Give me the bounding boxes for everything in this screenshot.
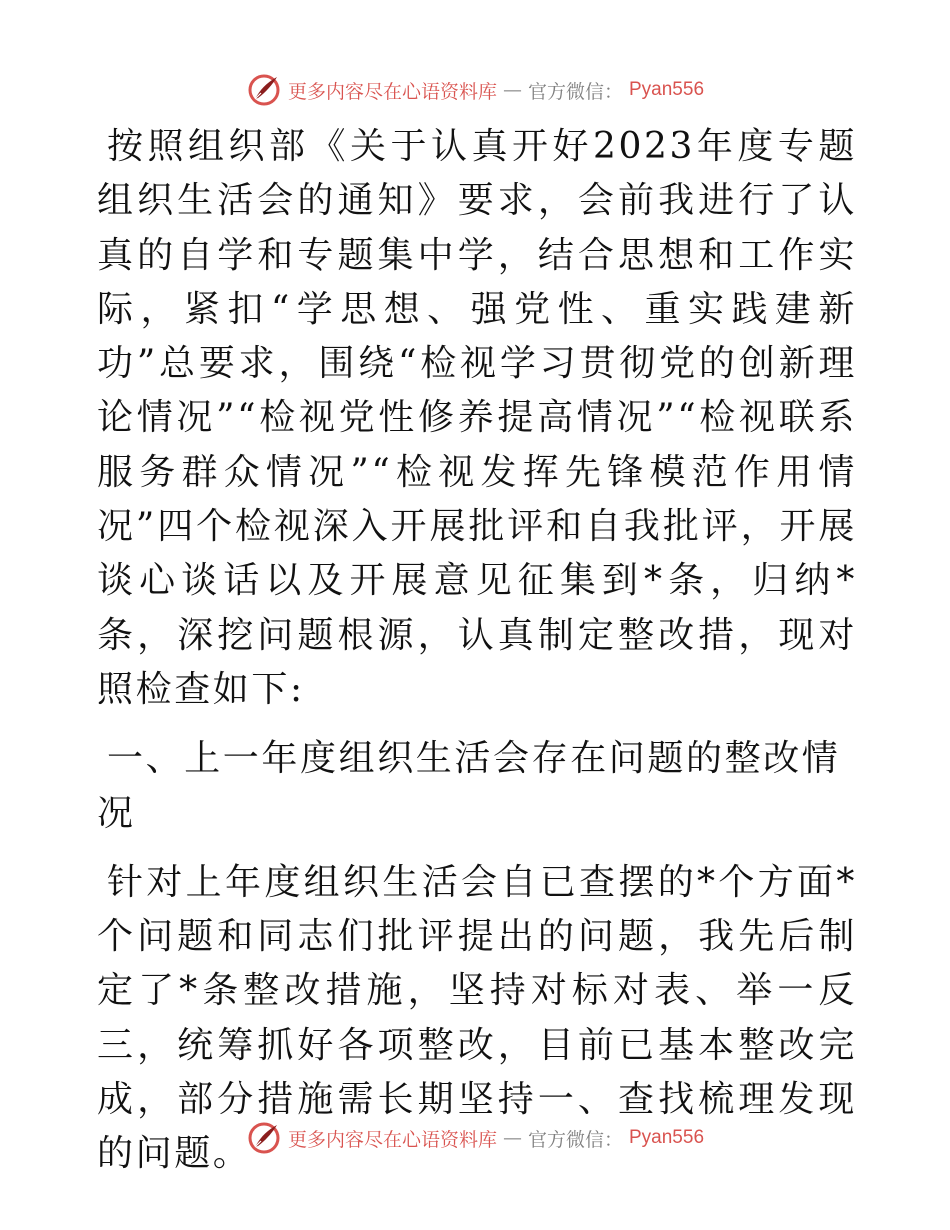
watermark-label: 官方微信： <box>527 1128 623 1151</box>
paragraph-intro: 按照组织部《关于认真开好2023年度专题组织生活会的通知》要求，会前我进行了认真的自学和专题集中学，结合思想和工作实际，紧扣“学思想、强党性、重实践建新功”总要求，围绕“检视学习贯彻党的创新理论情况”“检视党性修养提高情况”“检视联系服务群众情况”“检视发挥先锋模范作用情况”四个检视深入开展批评和自我批评，开展谈心谈话以及开展意见征集到*条，归纳*条，深挖问题根源，认真制定整改措，现对照检查如下: <box>97 126 857 710</box>
watermark-label: 官方微信： <box>527 80 623 103</box>
watermark-footer <box>0 1118 950 1158</box>
document-body <box>97 120 857 1182</box>
feather-pen-circle-icon <box>246 72 282 108</box>
watermark-separator: — <box>502 79 522 101</box>
section-heading: 一、上一年度组织生活会存在问题的整改情况 <box>97 738 841 834</box>
watermark-text: 更多内容尽在心语资料库 <box>287 1128 497 1151</box>
watermark-text: 更多内容尽在心语资料库 <box>287 80 497 103</box>
watermark-wechat-id: Pyan556 <box>629 79 705 100</box>
watermark-header <box>0 70 950 110</box>
feather-pen-circle-icon <box>246 1120 282 1156</box>
watermark-wechat-id: Pyan556 <box>629 1127 705 1148</box>
paragraph-rectification: 针对上年度组织生活会自已查摆的*个方面*个问题和同志们批评提出的问题，我先后制定了*条整改措施，坚持对标对表、举一反三，统筹抓好各项整改，目前已基本整改完成，部分措施需长期坚持一、查找梳理发现的问题。 <box>97 861 857 1175</box>
watermark-separator: — <box>502 1127 522 1149</box>
